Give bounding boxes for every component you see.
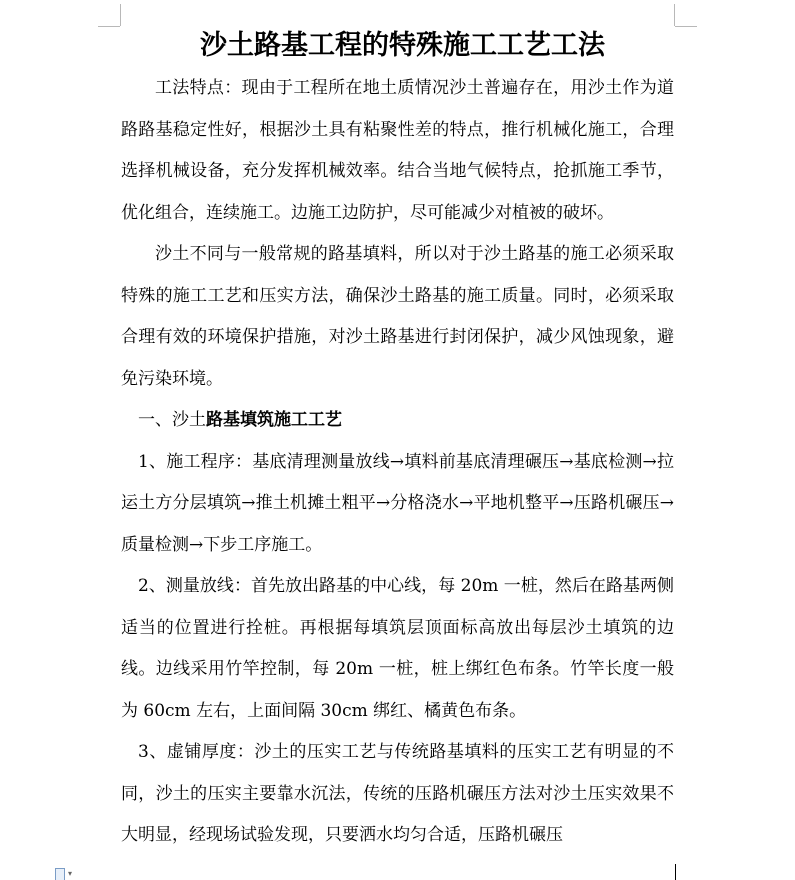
crop-mark-top-right-horizontal — [675, 26, 697, 27]
document-icon[interactable] — [55, 868, 65, 880]
crop-mark-top-left-vertical — [120, 4, 121, 26]
step-thickness: 3、虚铺厚度：沙土的压实工艺与传统路基填料的压实工艺有明显的不同，沙土的压实主要靠水沉法，传统的压路机碾压方法对沙土压实效果不大明显，经现场试验发现，只要洒水均匀合适，压路机碾压 — [121, 742, 674, 845]
section-heading — [121, 400, 674, 442]
document-body[interactable] — [121, 26, 674, 857]
text-cursor — [675, 864, 676, 880]
crop-mark-top-left-horizontal — [98, 26, 120, 27]
step-procedure: 1、施工程序：基底清理测量放线→填料前基底清理碾压→基底检测→拉运土方分层填筑→推土机摊土粗平→分格浇水→平地机整平→压路机碾压→质量检测→下步工序施工。 — [121, 451, 674, 555]
document-title: 沙土路基工程的特殊施工工艺工法 — [200, 30, 605, 61]
crop-mark-top-right-vertical — [674, 4, 675, 26]
section-heading-normal: 一、沙土 — [138, 410, 206, 430]
paragraph-features: 工法特点：现由于工程所在地土质情况沙土普遍存在，用沙土作为道路路基稳定性好，根据沙土具有粘聚性差的特点，推行机械化施工，合理选择机械设备，充分发挥机械效率。结合当地气候特点，抢抓施工季节，优化组合，连续施工。边施工边防护，尽可能减少对植被的破坏。 — [121, 78, 674, 223]
section-heading-bold: 路基填筑施工工艺 — [206, 410, 342, 430]
step-survey: 2、测量放线：首先放出路基的中心线，每 20m 一桩，然后在路基两侧适当的位置进行拴桩。再根据每填筑层顶面标高放出每层沙土填筑的边线。边线采用竹竿控制，每 20m 一桩，桩上绑红色布条。竹竿长度一般为 60cm 左右，上面间隔 30cm 绑红、橘黄色布条。 — [121, 576, 674, 721]
paragraph-intro: 沙土不同与一般常规的路基填料，所以对于沙土路基的施工必须采取特殊的施工工艺和压实方法，确保沙土路基的施工质量。同时，必须采取合理有效的环境保护措施，对沙土路基进行封闭保护，减少风蚀现象，避免污染环境。 — [121, 244, 674, 389]
chevron-down-icon[interactable]: ▾ — [68, 869, 73, 878]
